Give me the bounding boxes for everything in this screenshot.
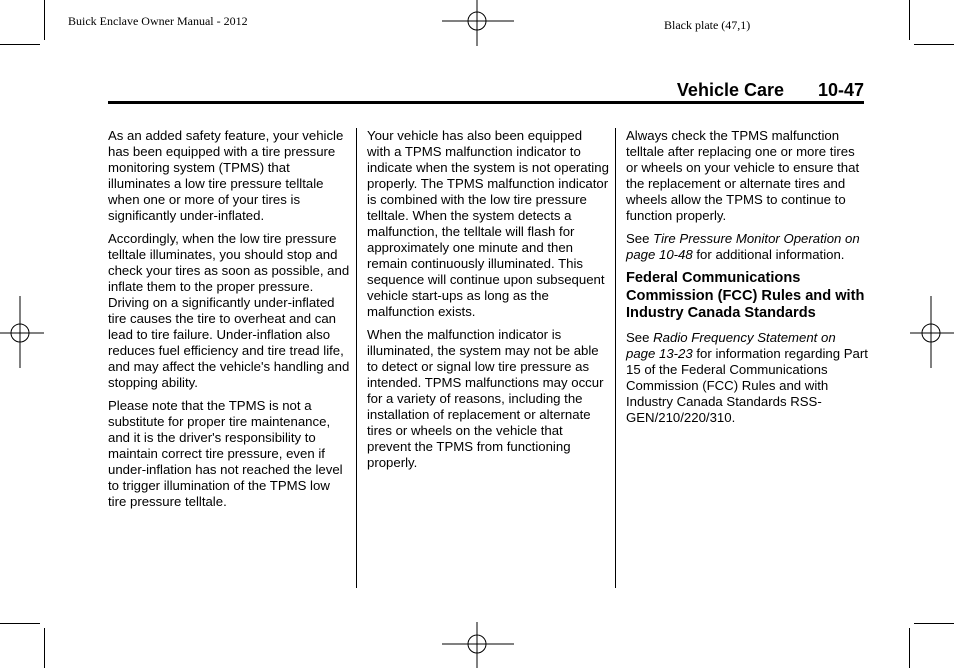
cross-reference-link[interactable]: Radio Frequency Statement on page 13-23 <box>626 329 836 361</box>
paragraph <box>626 330 868 426</box>
crop-mark-bottom-right-v <box>909 628 910 668</box>
column-divider <box>356 128 357 588</box>
crop-mark-bottom-right-h <box>914 623 954 624</box>
plate-slug: Black plate (47,1) <box>664 18 751 32</box>
crop-mark-top-right-h <box>914 44 954 45</box>
document-slug: Buick Enclave Owner Manual - 2012 <box>68 14 248 28</box>
page-header <box>108 80 864 100</box>
section-title: Vehicle Care <box>676 80 784 100</box>
cross-reference-link[interactable]: Tire Pressure Monitor Operation on page 10-48 <box>626 231 860 262</box>
registration-crosshair-icon <box>442 0 514 46</box>
crop-mark-top-left-h <box>0 44 40 45</box>
paragraph <box>626 231 868 263</box>
paragraph: Always check the TPMS malfunction telltale after replacing one or more tires or wheels on your vehicle to ensure that the replacement or alternate tires and wheels allow the TPMS to continue to function properly. <box>626 128 860 223</box>
column-1 <box>108 128 350 517</box>
paragraph: Please note that the TPMS is not a substitute for proper tire maintenance, and it is the driver's responsibility to maintain correct tire pressure, even if under-inflation has not reached the level to trigger illumination of the TPMS low tire pressure telltale. <box>108 398 343 509</box>
page-number: 10-47 <box>817 80 864 100</box>
column-2 <box>367 128 609 478</box>
registration-crosshair-icon <box>442 622 514 668</box>
column-3 <box>626 128 868 433</box>
text: See <box>626 231 654 246</box>
text: for information regarding Part 15 of the Federal Communications Commission (FCC) Rules and with Industry Canada Standards RSS-GEN/210/220/310. <box>626 345 868 425</box>
crop-mark-bottom-left-v <box>44 628 45 668</box>
text: for additional information. <box>692 247 845 262</box>
crop-mark-bottom-left-h <box>0 623 40 624</box>
column-divider <box>615 128 616 588</box>
crop-mark-top-right-v <box>909 0 910 40</box>
section-heading: Federal Communications Commission (FCC) Rules and with Industry Canada Standards <box>626 270 865 321</box>
paragraph: As an added safety feature, your vehicle has been equipped with a tire pressure monitoring system (TPMS) that illuminates a low tire pressure telltale when one or more of your tires is significantly under-inflated. <box>108 128 344 223</box>
text: See <box>626 329 654 345</box>
header-rule <box>108 101 864 104</box>
crop-mark-top-left-v <box>44 0 45 40</box>
paragraph: Your vehicle has also been equipped with a TPMS malfunction indicator to indicate when the system is not operating properly. The TPMS malfunction indicator is combined with the low tire pressure telltale. When the system detects a malfunction, the telltale will flash for approximately one minute and then remain continuously illuminated. This sequence will continue upon subsequent vehicle start-ups as long as the malfunction exists. <box>367 128 609 319</box>
registration-crosshair-icon <box>0 296 44 368</box>
paragraph: Accordingly, when the low tire pressure telltale illuminates, you should stop and check your tires as soon as possible, and inflate them to the proper pressure. Driving on a significantly under-inflated tire causes the tire to overheat and can lead to tire failure. Under-inflation also reduces fuel efficiency and tire tread life, and may affect the vehicle's handling and stopping ability. <box>108 231 350 390</box>
paragraph: When the malfunction indicator is illuminated, the system may not be able to detect or signal low tire pressure as intended. TPMS malfunctions may occur for a variety of reasons, including the installation of replacement or alternate tires or wheels on the vehicle that prevent the TPMS from functioning properly. <box>367 327 604 470</box>
registration-crosshair-icon <box>910 296 954 368</box>
